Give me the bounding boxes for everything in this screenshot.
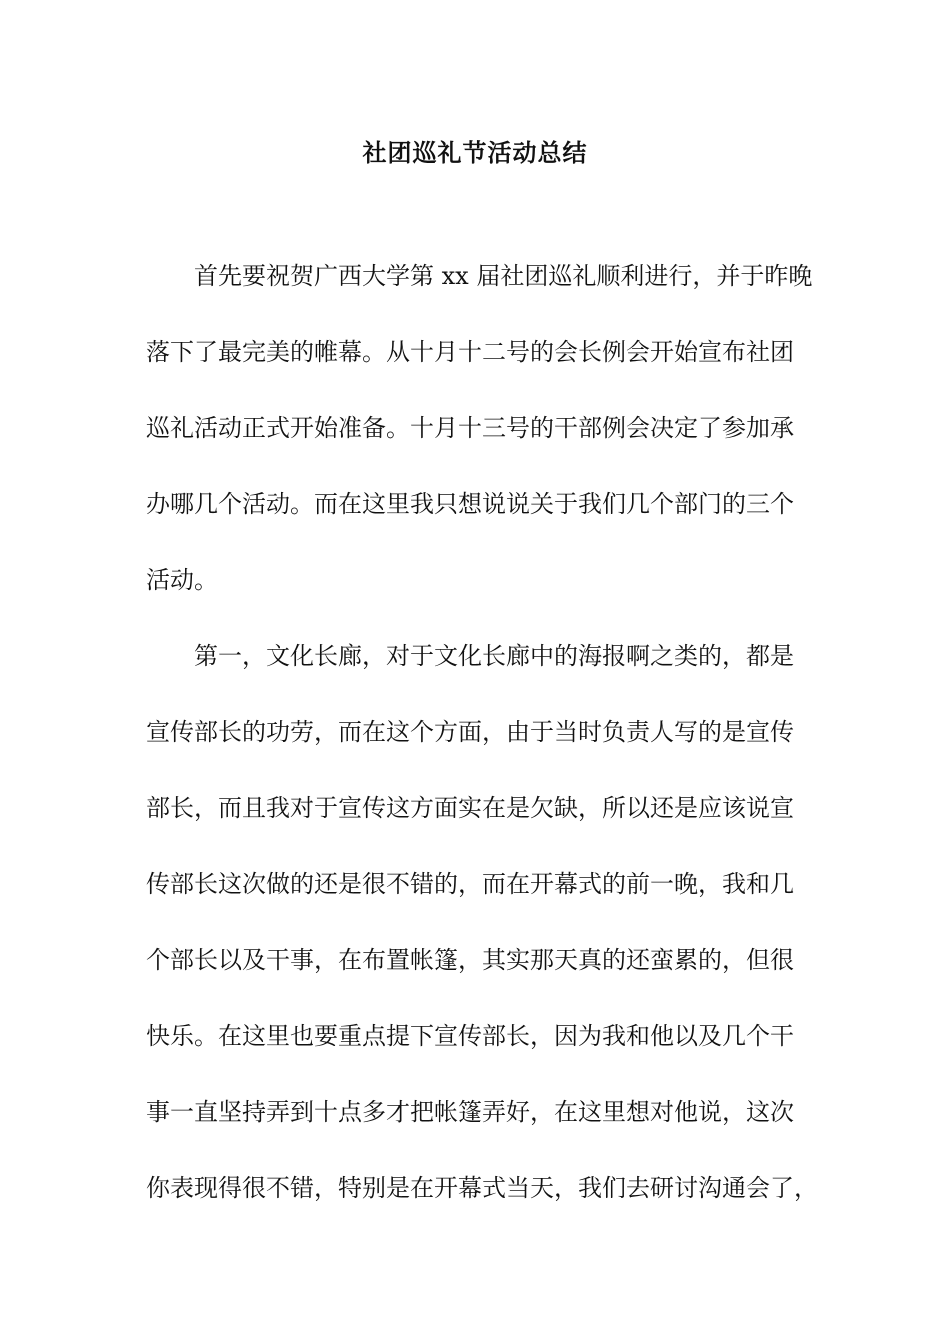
paragraph-line: 个部长以及干事，在布置帐篷，其实那天真的还蛮累的，但很 [146,946,794,974]
paragraph-line: 传部长这次做的还是很不错的，而在开幕式的前一晚，我和几 [146,870,794,898]
paragraph-line: 部长，而且我对于宣传这方面实在是欠缺，所以还是应该说宣 [146,794,794,822]
paragraph-line: 第一，文化长廊，对于文化长廊中的海报啊之类的，都是 [194,642,794,670]
paragraph-2 [146,618,816,1226]
paragraph-1 [146,238,816,618]
paragraph-line: 你表现得很不错，特别是在开幕式当天，我们去研讨沟通会了， [146,1174,818,1202]
paragraph-line: 办哪几个活动。而在这里我只想说说关于我们几个部门的三个 [146,490,794,518]
paragraph-line: 落下了最完美的帷幕。从十月十二号的会长例会开始宣布社团 [146,338,794,366]
paragraph-line: 快乐。在这里也要重点提下宣传部长，因为我和他以及几个干 [146,1022,794,1050]
paragraph-line: 首先要祝贺广西大学第 xx 届社团巡礼顺利进行，并于昨晚 [194,262,813,290]
paragraph-line: 巡礼活动正式开始准备。十月十三号的干部例会决定了参加承 [146,414,794,442]
paragraph-line: 事一直坚持弄到十点多才把帐篷弄好，在这里想对他说，这次 [146,1098,794,1126]
document-title: 社团巡礼节活动总结 [362,138,588,167]
paragraph-line: 活动。 [146,566,218,594]
paragraph-line: 宣传部长的功劳，而在这个方面，由于当时负责人写的是宣传 [146,718,794,746]
